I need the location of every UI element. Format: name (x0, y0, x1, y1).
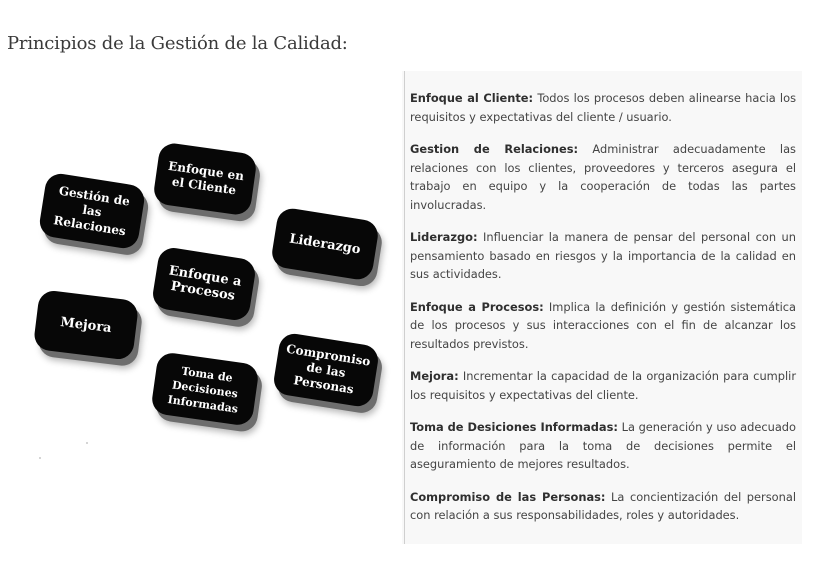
principle-term: Liderazgo: (410, 230, 478, 244)
principle-text: Administrar adecuadamente las relaciones con los clientes, proveedores y terceros asegura el trabajo en equipo y la cooperación de todas las partes involucradas. (410, 142, 796, 212)
principle-term: Toma de Desiciones Informadas: (410, 420, 618, 434)
principle-term: Compromiso de las Personas: (410, 489, 606, 504)
principle-text: Incrementar la capacidad de la organización para cumplir los requisitos y expectativas del cliente. (410, 369, 796, 402)
block-compromiso: Compromiso de las Personas (272, 332, 380, 409)
principle-text: La generación y uso adecuado de información para la toma de decisiones permite el aseguramiento de mejores resultados. (410, 420, 796, 471)
block-liderazgo: Liderazgo (270, 206, 380, 281)
decorative-speck (86, 442, 88, 444)
decorative-speck (39, 457, 41, 459)
content-panel (6, 71, 802, 544)
principle-term: Enfoque a Procesos: (410, 299, 544, 314)
principle-term: Mejora: (410, 369, 459, 383)
principles-diagram (6, 71, 402, 544)
principle-text: Influenciar la manera de pensar del personal con un pensamiento basado en riesgos y la importancia de la calidad en sus actividades. (410, 230, 796, 281)
principle-term: Enfoque al Cliente: (410, 91, 534, 105)
principle-item (410, 228, 796, 284)
principle-text: La concientización del personal con relación a sus responsabilidades, roles y autoridades. (410, 489, 796, 522)
block-decisiones: Toma de Decisiones Informadas (150, 351, 260, 427)
principle-term: Gestion de Relaciones: (410, 142, 579, 156)
principle-item (410, 140, 796, 214)
principle-item (410, 488, 796, 525)
principles-list (410, 89, 796, 539)
block-mejora: Mejora (33, 289, 140, 361)
principle-item (410, 298, 796, 354)
principle-item (410, 367, 796, 404)
panel-divider (404, 71, 405, 544)
principle-text: Implica la definición y gestión sistemática de los procesos y sus interacciones con el fin de alcanzar los resultados previstos. (410, 299, 796, 351)
principle-item (410, 89, 796, 126)
block-gestion-relaciones: Gestión de las Relaciones (38, 172, 147, 251)
principle-text: Todos los procesos deben alinearse hacia los requisitos y expectativas del cliente / usuario. (410, 91, 797, 124)
block-enfoque-cliente: Enfoque en el Cliente (152, 141, 258, 216)
block-enfoque-procesos: Enfoque a Procesos (151, 246, 257, 323)
page-title: Principios de la Gestión de la Calidad: (7, 33, 348, 54)
principle-item (410, 418, 796, 474)
